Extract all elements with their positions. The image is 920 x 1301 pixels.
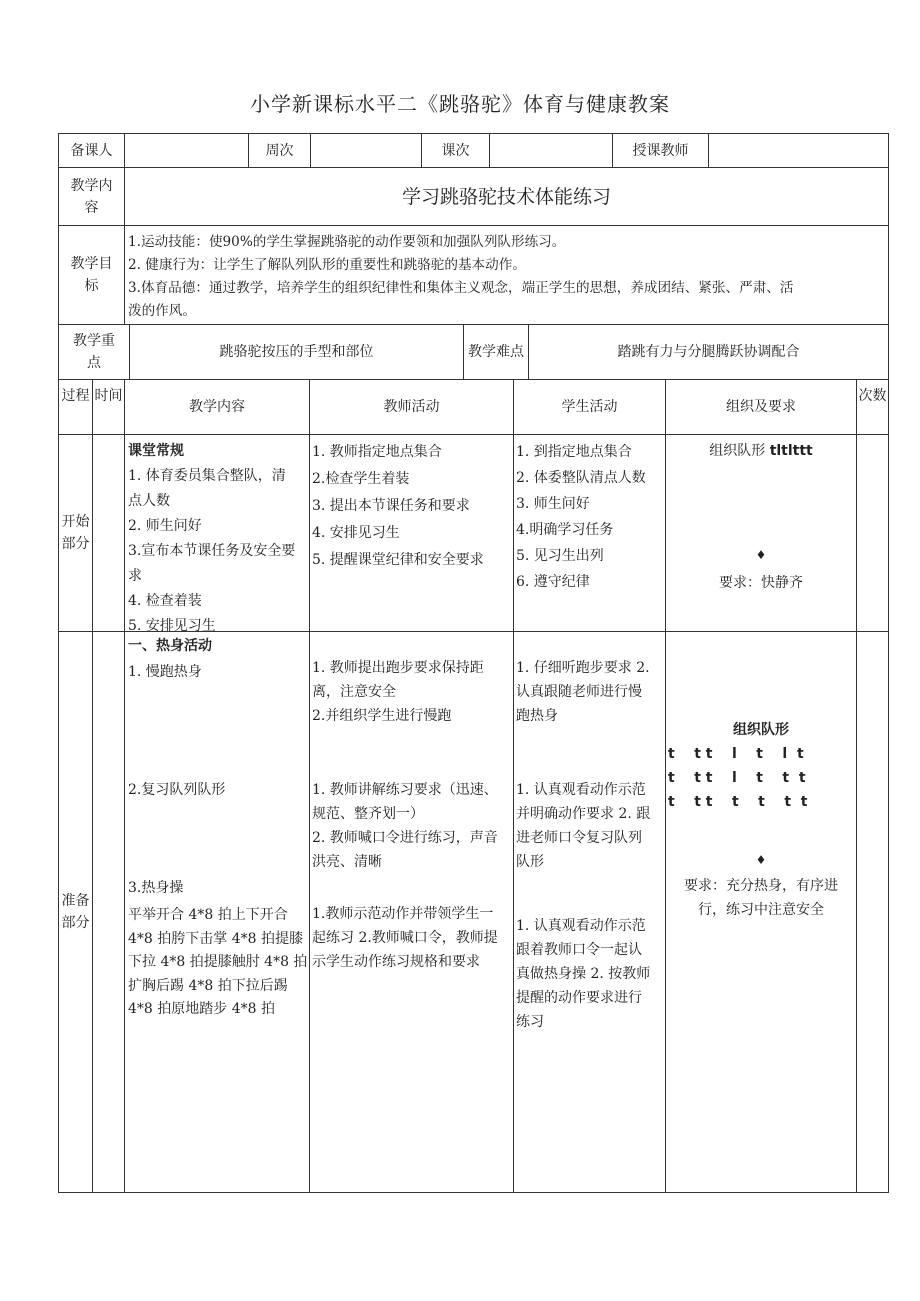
start-content-item: 4. 检查着装 <box>128 593 202 609</box>
start-content-item: 求 <box>128 568 142 584</box>
col-process: 过程 <box>58 379 93 435</box>
start-label: 开始部分 <box>58 434 93 632</box>
start-teacher-item: 2.检查学生着装 <box>312 471 410 487</box>
start-count <box>856 434 889 632</box>
teacher-label: 授课教师 <box>612 133 709 168</box>
goals-label: 教学目标 <box>58 225 125 325</box>
col-count: 次数 <box>856 379 889 435</box>
start-teacher-item: 3. 提出本节课任务和要求 <box>312 498 470 514</box>
col-teacher: 教师活动 <box>309 379 514 435</box>
col-student: 学生活动 <box>513 379 666 435</box>
start-time <box>92 434 125 632</box>
prep-teacher-group: 1.教师示范动作并带领学生一 起练习 2.教师喊口令，教师提 示学生动作练习规格和要求 <box>312 906 498 970</box>
teacher-marker-icon: ♦ <box>755 548 767 562</box>
prep-time <box>92 631 125 1193</box>
start-teacher <box>309 434 514 632</box>
prep-requirement: 要求：充分热身，有序进 <box>684 878 838 894</box>
difficulty-value: 踏跳有力与分腿腾跃协调配合 <box>528 324 889 380</box>
formation-row: t t t t t t t <box>668 794 808 810</box>
week-value <box>310 133 422 168</box>
start-content-item: 2. 师生问好 <box>128 518 202 534</box>
start-content <box>124 434 310 632</box>
preparer-value <box>124 133 249 168</box>
teacher-value <box>708 133 889 168</box>
prep-org-title: 组织队形 <box>733 722 789 738</box>
start-content-item: 1. 体育委员集合整队，清 <box>128 468 286 484</box>
start-student <box>513 434 666 632</box>
start-student-item: 2. 体委整队清点人数 <box>516 470 646 486</box>
prep-content-item: 3.热身操 <box>128 880 184 896</box>
start-content-item: 3.宣布本节课任务及安全要 <box>128 543 296 559</box>
start-heading: 课堂常规 <box>128 443 184 459</box>
start-teacher-item: 1. 教师指定地点集合 <box>312 444 442 460</box>
prep-content-detail: 平举开合 4*8 拍上下开合 4*8 拍胯下击掌 4*8 拍提膝 下拉 4*8 拍提膝触肘 4*8 拍 扩胸后踢 4*8 拍下拉后踢 4*8 拍原地踏步 4*8 拍 <box>128 907 308 1017</box>
prep-requirement-cont: 行，练习中注意安全 <box>698 902 824 918</box>
col-content: 教学内容 <box>124 379 310 435</box>
start-content-item: 5. 安排见习生 <box>128 618 216 634</box>
prep-student <box>513 631 666 1193</box>
formation-row: t t t l t l t <box>668 746 804 762</box>
col-time: 时间 <box>92 379 125 435</box>
page-title: 小学新课标水平二《跳骆驼》体育与健康教案 <box>250 92 670 116</box>
goal-item: 1.运动技能：使90%的学生掌握跳骆驼的动作要领和加强队列队形练习。 <box>128 234 566 250</box>
lesson-value <box>489 133 613 168</box>
start-student-item: 3. 师生问好 <box>516 496 590 512</box>
prep-student-group: 1. 仔细听跑步要求 2. 认真跟随老师进行慢 跑热身 <box>516 660 650 724</box>
start-student-item: 1. 到指定地点集合 <box>516 444 632 460</box>
prep-organization <box>665 631 857 1193</box>
goal-item: 3.体育品德：通过教学，培养学生的组织纪律性和集体主义观念，端正学生的思想，养成团结、紧张、严肃、活 <box>128 280 794 296</box>
prep-teacher-group: 1. 教师提出跑步要求保持距 离，注意安全 2.并组织学生进行慢跑 <box>312 660 484 724</box>
prep-label: 准备部分 <box>58 631 93 1193</box>
prep-teacher-group: 1. 教师讲解练习要求（迅速、 规范、整齐划一） 2. 教师喊口令进行练习，声音 洪亮、清晰 <box>312 782 498 870</box>
key-label: 教学重点 <box>58 324 130 380</box>
prep-count <box>856 631 889 1193</box>
key-value: 跳骆驼按压的手型和部位 <box>129 324 464 380</box>
content-label: 教学内容 <box>58 167 125 226</box>
preparer-label: 备课人 <box>58 133 125 168</box>
start-org-title: 组织队形 tltlttt <box>709 443 813 459</box>
teacher-marker-icon: ♦ <box>755 853 767 867</box>
week-label: 周次 <box>248 133 311 168</box>
prep-heading: 一、热身活动 <box>128 638 212 654</box>
start-org-pattern: tltlttt <box>769 443 813 459</box>
lesson-label: 课次 <box>421 133 490 168</box>
prep-student-group: 1. 认真观看动作示范 跟着教师口令一起认 真做热身操 2. 按教师 提醒的动作要求进行 练习 <box>516 918 651 1030</box>
goal-item: 2. 健康行为：让学生了解队列队形的重要性和跳骆驼的基本动作。 <box>128 257 526 273</box>
prep-student-group: 1. 认真观看动作示范 并明确动作要求 2. 跟 进老师口令复习队列 队形 <box>516 782 651 870</box>
content-value: 学习跳骆驼技术体能练习 <box>124 167 889 226</box>
prep-content-item: 2.复习队列队形 <box>128 782 226 798</box>
start-content-item: 点人数 <box>128 493 170 509</box>
start-teacher-item: 4. 安排见习生 <box>312 525 400 541</box>
prep-teacher <box>309 631 514 1193</box>
start-organization <box>665 434 857 632</box>
goals-list <box>124 225 889 325</box>
start-student-item: 6. 遵守纪律 <box>516 574 590 590</box>
prep-content-item: 1. 慢跑热身 <box>128 664 202 680</box>
formation-row: t t t l t t t <box>668 770 806 786</box>
difficulty-label: 教学难点 <box>463 324 529 380</box>
start-student-item: 4.明确学习任务 <box>516 522 614 538</box>
col-organization: 组织及要求 <box>665 379 857 435</box>
start-teacher-item: 5. 提醒课堂纪律和安全要求 <box>312 552 484 568</box>
prep-content <box>124 631 310 1193</box>
start-student-item: 5. 见习生出列 <box>516 548 604 564</box>
goal-item: 泼的作风。 <box>128 303 196 319</box>
start-requirement: 要求：快静齐 <box>719 575 803 591</box>
